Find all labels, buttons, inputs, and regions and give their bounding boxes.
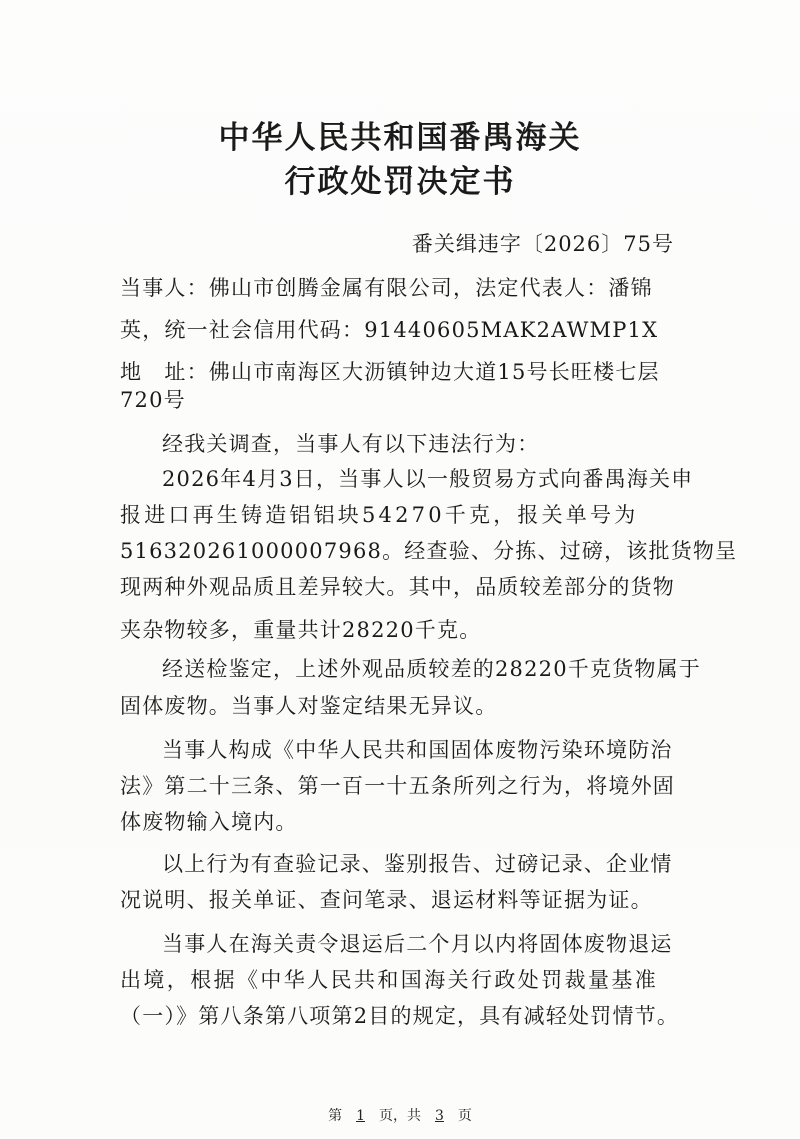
footer-prefix: 第	[328, 1108, 343, 1124]
body-line: 体废物输入境内。	[120, 810, 298, 834]
document-title-line1: 中华人民共和国番禺海关	[218, 120, 582, 156]
body-line: 以上行为有查验记录、鉴别报告、过磅记录、企业情	[162, 852, 673, 876]
footer-page-number: 1	[356, 1108, 365, 1124]
body-line: 2026年4月3日，当事人以一般贸易方式向番禺海关申	[162, 467, 694, 491]
body-line: 当事人：佛山市创腾金属有限公司，法定代表人：潘锦	[120, 276, 653, 300]
document-reference-number: 番关缉违字〔2026〕75号	[411, 232, 674, 256]
body-line: 当事人在海关责令退运后二个月以内将固体废物退运	[162, 932, 673, 956]
body-line: 当事人构成《中华人民共和国固体废物污染环境防治	[162, 738, 673, 762]
body-line: 夹杂物较多，重量共计28220千克。	[120, 618, 482, 642]
body-line: 516320261000007968。经查验、分拣、过磅，该批货物呈	[120, 539, 738, 563]
body-line: 英，统一社会信用代码：91440605MAK2AWMP1X	[120, 318, 659, 342]
body-line: 固体废物。当事人对鉴定结果无异议。	[120, 694, 498, 718]
footer-middle: 页，共	[379, 1108, 421, 1124]
body-line: 经送检鉴定，上述外观品质较差的28220千克货物属于	[162, 657, 702, 681]
body-line: 720号	[120, 388, 186, 412]
body-line: 现两种外观品质且差异较大。其中，品质较差部分的货物	[120, 575, 675, 599]
body-line: 法》第二十三条、第一百一十五条所列之行为，将境外固	[120, 774, 675, 798]
footer-total-pages: 3	[434, 1108, 444, 1124]
body-line: 地 址：佛山市南海区大沥镇钟边大道15号长旺楼七层	[120, 360, 660, 384]
body-line: （一）》第八条第八项第2目的规定，具有减轻处罚情节。	[120, 1004, 680, 1028]
body-line: 况说明、报关单证、查问笔录、退运材料等证据为证。	[120, 888, 653, 912]
page-footer	[0, 1105, 800, 1125]
body-line: 出境，根据《中华人民共和国海关行政处罚裁量基准	[120, 968, 659, 992]
footer-suffix: 页	[457, 1108, 472, 1124]
body-line: 报进口再生铸造铝铝块54270千克，报关单号为	[120, 503, 639, 527]
document-title-line2: 行政处罚决定书	[284, 164, 516, 200]
body-line: 经我关调查，当事人有以下违法行为：	[162, 432, 540, 456]
